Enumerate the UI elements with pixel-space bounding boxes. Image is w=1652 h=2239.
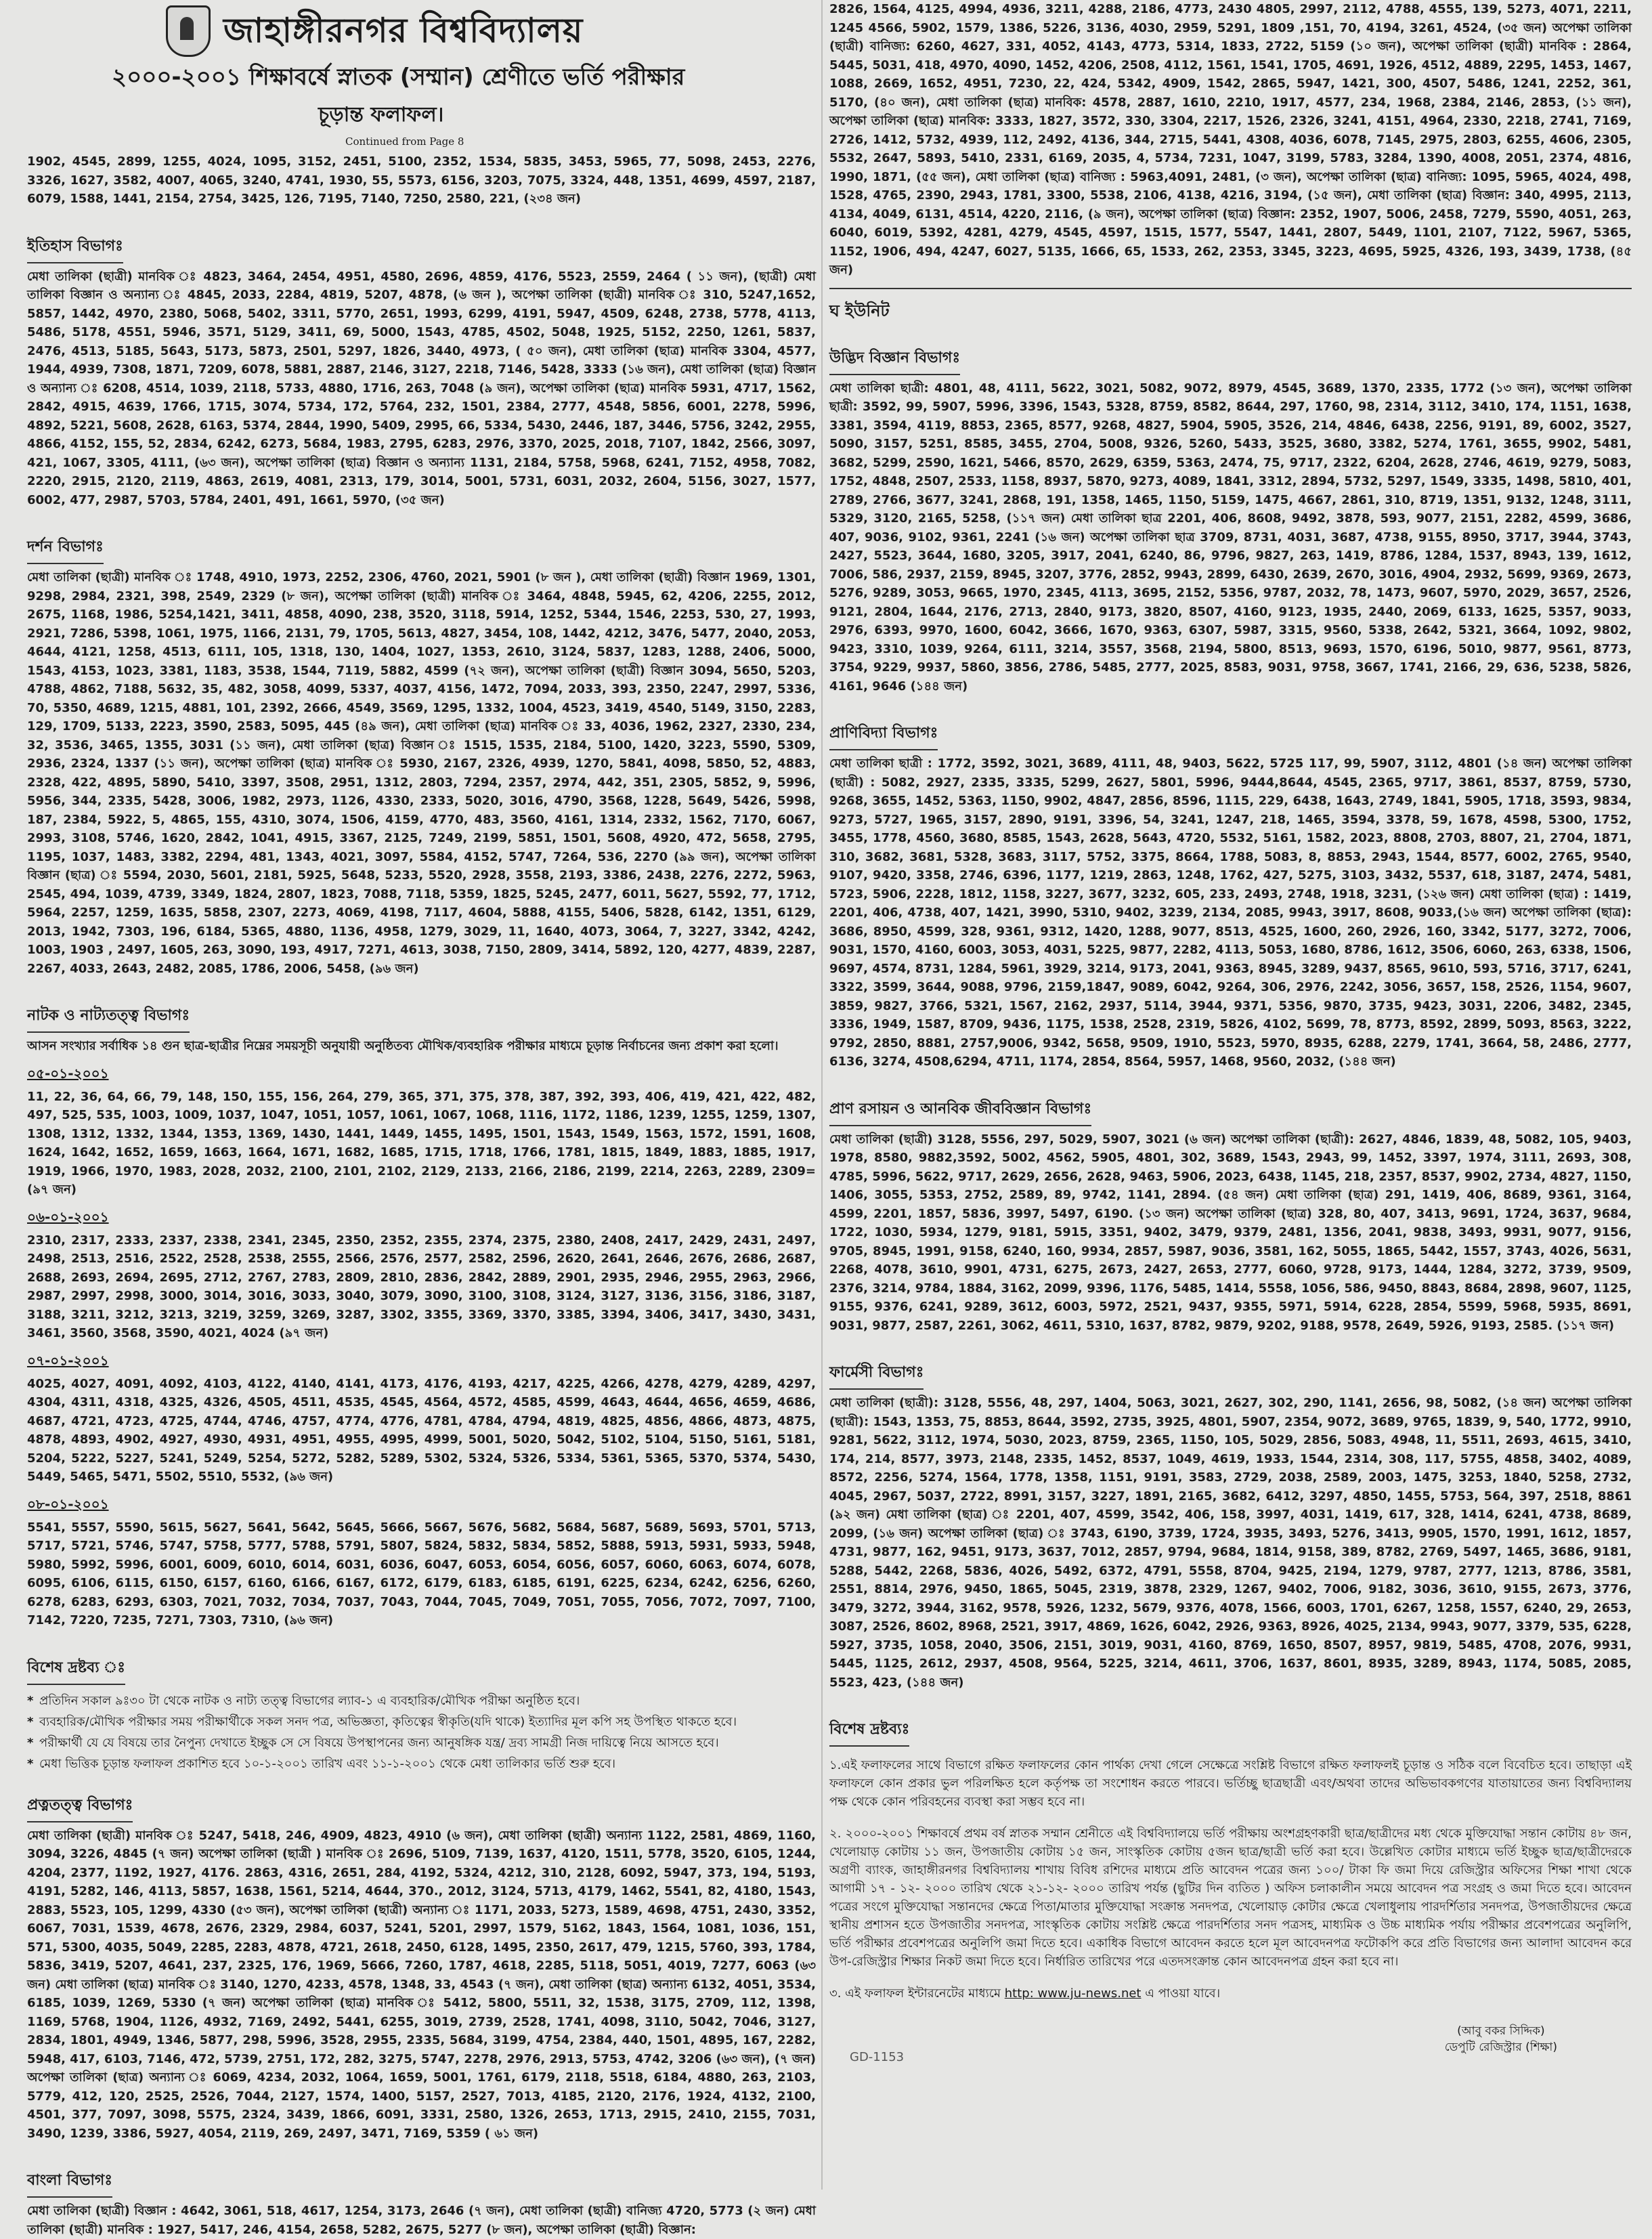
session-roll-list: 5541, 5557, 5590, 5615, 5627, 5641, 5642, 5645, 5666, 5667, 5676, 5682, 5684, 5687, 5689, 5693, 5701, 5713, 5717, 5721, 5746, 5747, 5758, 5777, 5788, 5791, 5807, 5824, 5832, 5834, 5852, 5888, 5913, 5931, 5933, 5948, 5980, 5992, 5996, 6001, 6009, 6010, 6014, 6031, 6036, 6047, 6053, 6054, 6056, 6057, 6060, 6063, 6074, 6078, 6095, 6106, 6115, 6150, 6157, 6160, 6166, 6167, 6172, 6179, 6183, 6185, 6191, 6225, 6234, 6242, 6256, 6260, 6278, 6283, 6293, 6303, 7021, 7032, 7034, 7037, 7043, 7044, 7045, 7049, 7051, 7055, 7056, 7072, 7097, 7100, 7142, 7220, 7235, 7271, 7303, 7310, (৯৬ জন)	[27, 1520, 816, 1627]
university-name: জাহাঙ্গীরনগর বিশ্ববিদ্যালয়	[223, 10, 584, 50]
signature-name: (আবু বকর সিদ্দিক)	[1457, 2024, 1545, 2038]
session-date: ০৫-০১-২০০১	[27, 1065, 109, 1082]
note-item: * পরীক্ষার্থী যে যে বিষয়ে তার নৈপুন্য দেখাতে ইচ্ছুক সে সে বিষয়ে উপস্থাপনের জন্য আনুষঙ্গিক যন্ত্র/ দ্রব্য সামগ্রী নিজ দায়িত্বে নিয়ে আসতে হবে।	[27, 1734, 816, 1752]
section-rule	[829, 288, 1632, 289]
result-website-link[interactable]: http: www.ju-news.net	[1004, 1986, 1142, 2001]
drama-heading: নাটক ও নাট্যতত্ত্ব বিভাগঃ	[27, 1004, 190, 1033]
botany-results: মেধা তালিকা ছাত্রী: 4801, 48, 4111, 5622, 3021, 5082, 9072, 8979, 4545, 3689, 1370, 2335, 1772 (১৩ জন), অপেক্ষা তালিকা ছাত্রী: 3592, 99, 5907, 5996, 3396, 1543, 5328, 8759, 8582, 8644, 297, 1760, 98, 2314, 3112, 3410, 174, 1151, 1638, 3381, 3594, 4119, 8853, 2365, 8577, 9268, 4827, 5904, 5905, 3526, 214, 4846, 6438, 2256, 9191, 89, 6002, 3527, 5090, 3157, 5251, 8585, 3455, 2704, 5008, 9326, 5260, 5433, 3525, 3680, 3382, 5274, 1761, 3655, 9902, 5481, 3682, 5299, 2590, 1621, 5466, 8570, 2629, 6359, 5363, 2474, 75, 9717, 2322, 6204, 2628, 2746, 4619, 9279, 5083, 1752, 4848, 2507, 2533, 1158, 8937, 5870, 9273, 4089, 1841, 3312, 2894, 5732, 5297, 1549, 3335, 1498, 5810, 401, 2789, 2766, 3677, 3241, 2868, 191, 1358, 1465, 1150, 5159, 1475, 4667, 2861, 310, 8719, 1351, 9132, 1248, 3111, 5329, 3120, 2165, 5258, (১১৭ জন) মেধা তালিকা ছাত্র 2201, 406, 8608, 9492, 3878, 593, 9077, 2151, 2282, 4599, 3686, 407, 9036, 9102, 9361, 2241 (১৬ জন) অপেক্ষা তালিকা ছাত্র 3709, 8731, 4031, 3687, 4738, 9155, 8950, 3717, 3944, 3743, 2427, 5523, 3644, 1680, 3205, 3917, 2041, 6240, 86, 9796, 9827, 263, 1419, 8786, 1284, 1537, 8943, 139, 1612, 7006, 586, 2937, 2159, 8945, 3207, 3776, 2852, 9943, 2899, 6430, 2639, 2670, 3016, 4904, 2932, 5699, 9369, 2673, 5276, 9289, 3053, 9665, 1970, 2345, 4113, 3695, 2152, 5356, 9787, 2032, 78, 1473, 9607, 5970, 2029, 3657, 2526, 9121, 2804, 1644, 2176, 2713, 2840, 9173, 3820, 8507, 4160, 9123, 1935, 2440, 2069, 6133, 1625, 5357, 9033, 2976, 6393, 9970, 1600, 6042, 3666, 1670, 9363, 6307, 5987, 3315, 9560, 5338, 2642, 5321, 3664, 1092, 9802, 9423, 3310, 1039, 9264, 6111, 3214, 3557, 3568, 2194, 5800, 8513, 9693, 1570, 6196, 5010, 9877, 9561, 8773, 3754, 9229, 9937, 5860, 3856, 2786, 5485, 2777, 2025, 8583, 9031, 9758, 3667, 1741, 2166, 29, 636, 5238, 5826, 4161, 9646 (১৪৪ জন)	[829, 381, 1632, 694]
internet-note-suffix: এ পাওয়া যাবে।	[1145, 1986, 1221, 2001]
gd-code: GD-1153	[850, 2050, 905, 2064]
continued-note: Continued from Page 8	[345, 135, 464, 148]
pharmacy-results: মেধা তালিকা (ছাত্রী): 3128, 5556, 48, 297, 1404, 5063, 3021, 2627, 302, 290, 1141, 2656, 98, 5082, (১৪ জন) অপেক্ষা তালিকা (ছাত্রী): 1543, 1353, 75, 8853, 8644, 3592, 2735, 3925, 4801, 5907, 2354, 9072, 3689, 9765, 1839, 9, 540, 1772, 9910, 9281, 5622, 3112, 1974, 5030, 2023, 8759, 2365, 1150, 105, 5029, 2856, 5083, 4948, 11, 5511, 2693, 4615, 3410, 174, 214, 8577, 3973, 2148, 2335, 1452, 8537, 1049, 4619, 1933, 1544, 2314, 308, 117, 5755, 4858, 3402, 4089, 8572, 2256, 5274, 1564, 1778, 1358, 1151, 9191, 3583, 2729, 2038, 2589, 2003, 1475, 3253, 1840, 5258, 2732, 4045, 2967, 5037, 2722, 8991, 3157, 3227, 1891, 2165, 3682, 6412, 3297, 4850, 1455, 5753, 564, 397, 2518, 8861 (৯২ জন) মেধা তালিকা (ছাত্র) ঃ 2201, 407, 4599, 3542, 406, 158, 3997, 4031, 1419, 617, 328, 1414, 6241, 4738, 8689, 2099, (১৬ জন) অপেক্ষা তালিকা (ছাত্র) ঃ 3743, 6190, 3739, 1724, 3935, 3493, 5276, 3413, 9905, 1570, 1991, 1612, 1857, 4731, 9877, 162, 9451, 9173, 3637, 7012, 2857, 9794, 9684, 1814, 9158, 389, 8782, 2769, 5497, 1465, 3686, 9181, 5288, 5442, 2268, 5836, 4026, 5492, 6372, 4791, 5558, 8704, 9425, 2194, 1279, 9787, 2777, 1213, 8786, 3581, 2551, 8814, 2976, 9450, 1865, 5045, 2319, 3878, 2329, 1267, 9402, 7006, 9182, 3036, 3610, 9155, 2673, 3776, 3479, 3272, 3944, 3162, 9578, 5926, 1232, 5679, 9376, 4078, 1566, 6003, 1701, 6267, 1258, 1557, 6240, 29, 2653, 3087, 2526, 8602, 8968, 2521, 3917, 4869, 1626, 6042, 2926, 9363, 8926, 4025, 2134, 9943, 9077, 3379, 535, 6228, 5927, 3735, 1058, 2040, 3506, 2151, 3019, 9031, 4160, 8769, 1650, 8507, 8957, 9819, 5485, 4708, 2076, 9931, 5445, 1125, 2612, 2937, 4508, 9564, 5225, 3214, 4611, 3706, 1637, 8601, 8935, 3289, 8943, 1174, 5085, 2085, 5523, 423, (১৪৪ জন)	[829, 1396, 1632, 1690]
session-roll-list: 11, 22, 36, 64, 66, 79, 148, 150, 155, 156, 264, 279, 365, 371, 375, 378, 387, 392, 393, 406, 419, 421, 422, 482, 497, 525, 535, 1003, 1009, 1037, 1047, 1051, 1057, 1061, 1067, 1068, 1116, 1172, 1186, 1239, 1255, 1259, 1307, 1308, 1312, 1332, 1344, 1353, 1369, 1430, 1441, 1449, 1455, 1495, 1501, 1543, 1549, 1563, 1572, 1591, 1608, 1624, 1642, 1652, 1659, 1663, 1664, 1671, 1682, 1685, 1715, 1718, 1766, 1781, 1815, 1849, 1883, 1885, 1917, 1919, 1966, 1970, 1983, 2028, 2032, 2100, 2101, 2102, 2129, 2133, 2166, 2186, 2199, 2214, 2263, 2289, 2309= (৯৭ জন)	[27, 1089, 816, 1197]
masthead	[27, 0, 816, 152]
history-results: মেধা তালিকা (ছাত্রী) মানবিক ঃ 4823, 3464, 2454, 4951, 4580, 2696, 4859, 4176, 5523, 2559, 2464 ( ১১ জন), (ছাত্রী) মেধা তালিকা বিজ্ঞান ও অন্যান্য ঃ 4845, 2033, 2284, 4819, 5207, 4878, (৬ জন ), অপেক্ষা তালিকা (ছাত্রী) মানবিক ঃ 310, 5247,1652, 5857, 1442, 4970, 2380, 5068, 5402, 3311, 5770, 2651, 1993, 6299, 4191, 5947, 4509, 6248, 2738, 5778, 4113, 5486, 5178, 4551, 5946, 3571, 5129, 3411, 69, 5000, 1543, 4785, 4502, 5048, 1925, 5152, 2250, 1261, 5837, 2476, 4513, 5185, 5643, 5173, 5873, 2501, 5297, 1826, 3440, 4973, ( ৫০ জন), মেধা তালিকা (ছাত্র) মানবিক 3304, 4577, 1944, 4939, 7308, 1871, 7209, 6078, 5881, 2887, 2146, 3127, 2218, 7146, 5428, 3333 (১৬ জন), মেধা তালিকা (ছাত্র) বিজ্ঞান ও অন্যান্য ঃ 6208, 4514, 1039, 2118, 5733, 4880, 1716, 263, 7048 (৯ জন), অপেক্ষা তালিকা (ছাত্র) মানবিক 5931, 4717, 1562, 2842, 4915, 4639, 1766, 1715, 3074, 5734, 172, 5764, 232, 1501, 2384, 2777, 4548, 5856, 6001, 2278, 5996, 4892, 5221, 5608, 2628, 6163, 5374, 2844, 1990, 5409, 2995, 66, 5334, 5430, 2446, 187, 3446, 5756, 3242, 2955, 4866, 4152, 155, 52, 2834, 6242, 6273, 5684, 1983, 2795, 6283, 2976, 3370, 2025, 2018, 7107, 1842, 2566, 3097, 421, 1067, 3305, 4111, (৬৩ জন), অপেক্ষা তালিকা (ছাত্র) বিজ্ঞান ও অন্যান্য 1131, 2184, 5758, 5968, 6241, 7152, 4958, 7082, 2220, 2915, 2120, 2119, 4863, 2619, 4081, 2313, 179, 3014, 5001, 5731, 6031, 2032, 2604, 5156, 3027, 1577, 6002, 477, 2987, 5703, 5784, 2401, 491, 1661, 5970, (৩৫ জন)	[27, 269, 816, 507]
session-date: ০৭-০১-২০০১	[27, 1352, 109, 1369]
note-item: * প্রতিদিন সকাল ৯ঃ৩০ টা থেকে নাটক ও নাট্য তত্ত্ব বিভাগের ল্যাব-১ এ ব্যবহারিক/মৌখিক পরীক্ষা অনুষ্ঠিত হবে।	[27, 1692, 816, 1710]
university-crest-icon	[166, 5, 211, 57]
zoology-results: মেধা তালিকা ছাত্রী : 1772, 3592, 3021, 3689, 4111, 48, 9403, 5622, 5725 117, 99, 5907, 3112, 4801 (১৪ জন) অপেক্ষা তালিকা (ছাত্রী) : 5082, 2927, 2335, 3335, 5299, 2627, 5801, 5996, 9444,8644, 4545, 2365, 9717, 3861, 8537, 8759, 5730, 9268, 3655, 1452, 5363, 1150, 9902, 4847, 2856, 8596, 1115, 229, 6438, 1643, 2749, 1841, 5905, 1718, 3593, 9834, 9273, 5727, 1965, 3157, 2890, 9191, 3396, 54, 3241, 1247, 218, 1465, 3594, 3378, 59, 1678, 4598, 5300, 1752, 3455, 1778, 4560, 3680, 8585, 1543, 2628, 5643, 4720, 5532, 5161, 1582, 2023, 8808, 2703, 8807, 21, 2704, 1871, 310, 3682, 3681, 5328, 3683, 3117, 5752, 3375, 8664, 1788, 5083, 8, 8853, 2943, 1544, 8577, 6002, 2765, 9540, 9107, 9420, 3358, 2746, 6396, 1177, 1219, 2863, 1248, 1762, 427, 5275, 3103, 3432, 5537, 618, 3187, 2474, 5481, 5723, 5906, 2228, 1812, 1158, 3227, 3677, 3232, 605, 233, 2493, 2748, 1918, 3231, (১২৬ জন) মেধা তালিকা (ছাত্র) : 1419, 2201, 406, 4738, 407, 1421, 3990, 5310, 9402, 3239, 2134, 2085, 9943, 3917, 8608, 9033,(১৬ জন) অপেক্ষা তালিকা (ছাত্র): 3686, 8950, 4599, 328, 9361, 9312, 1420, 1288, 9077, 8513, 4525, 1600, 260, 2926, 160, 3342, 5177, 3272, 7006, 9031, 1570, 4160, 6003, 3053, 4031, 5225, 9877, 2282, 4113, 5053, 1680, 8786, 1612, 3506, 6060, 263, 6338, 1506, 9697, 4574, 8731, 1284, 5961, 3929, 3214, 9173, 2041, 9363, 8945, 3289, 9437, 8565, 9610, 593, 5716, 3717, 6241, 3322, 3599, 3644, 9088, 9796, 2159,1847, 9089, 6042, 9264, 306, 2976, 2242, 3056, 3657, 158, 2526, 1154, 9607, 3859, 9827, 3766, 5321, 1567, 2162, 2937, 5114, 3944, 9371, 5356, 9870, 3735, 9423, 3031, 2206, 3482, 2345, 3336, 1949, 1587, 8709, 9436, 1175, 1538, 2528, 2319, 5826, 4102, 5699, 78, 8773, 8592, 2899, 5093, 8563, 3222, 9792, 2850, 8881, 2757,9006, 9342, 5658, 9509, 1910, 5523, 5970, 8935, 6288, 2279, 1741, 3664, 58, 2486, 2777, 6136, 3274, 4508,6294, 4711, 1174, 2854, 8564, 5957, 1468, 9560, 2032, (১৪৪ জন)	[829, 756, 1632, 1069]
special-notes-heading: বিশেষ দ্রষ্টব্য ঃ	[27, 1656, 125, 1685]
right-column	[829, 0, 1632, 2190]
drama-intro: আসন সংখ্যার সর্বাধিক ১৪ গুন ছাত্র-ছাত্রীর নিম্নের সময়সূচী অনুযায়ী অনুষ্ঠিতব্য মৌখিক/ব্যবহারিক পরীক্ষার মাধ্যমে চূড়ান্ত নির্বাচনের জন্য প্রকাশ করা হলো।	[27, 1039, 779, 1053]
carryover-numbers: 2826, 1564, 4125, 4994, 4936, 3211, 4288, 2186, 4773, 2430 4805, 2997, 2112, 4788, 4555, 139, 5273, 4071, 2211, 1245 4566, 5902, 1579, 1386, 5226, 3136, 4030, 2959, 5291, 1809 ,151, 70, 4194, 3261, 4524, (৩৫ জন) অপেক্ষা তালিকা (ছাত্রী) বানিজ্য: 6260, 4627, 331, 4052, 4143, 4773, 5314, 1833, 2722, 5159 (১০ জন), অপেক্ষা তালিকা (ছাত্রী) মানবিক : 2864, 5445, 5031, 418, 4970, 4090, 1452, 4206, 2508, 4112, 1561, 1541, 1705, 4691, 1926, 4512, 4889, 2295, 1453, 1467, 1088, 2669, 1652, 4951, 7230, 22, 424, 5342, 4909, 1542, 2865, 5947, 1421, 300, 4507, 5486, 1241, 2252, 361, 5170, (৪০ জন), মেধা তালিকা (ছাত্র) মানবিক: 4578, 2887, 1610, 2210, 1917, 4577, 234, 1968, 2384, 2146, 2853, (১১ জন), অপেক্ষা তালিকা (ছাত্র) মানবিক: 3333, 1827, 3572, 330, 3304, 2217, 1526, 2326, 3241, 4151, 4964, 2330, 2218, 2741, 7169, 2726, 1412, 5732, 4939, 112, 2492, 4136, 344, 2715, 5441, 4308, 4036, 6078, 7145, 2975, 2803, 6255, 4606, 2305, 5532, 2647, 5893, 5410, 2331, 6169, 2035, 4, 5734, 7231, 1047, 3199, 5783, 3284, 1390, 4008, 2051, 2374, 4816, 1990, 1871, (৫৫ জন), মেধা তালিকা (ছাত্র) বানিজ্য : 5963,4091, 2481, (৩ জন), অপেক্ষা তালিকা (ছাত্র) বানিজ্য: 1095, 5965, 4024, 498, 1528, 4765, 2390, 2943, 1781, 3300, 5538, 2106, 4138, 4216, 3194, (১৫ জন), মেধা তালিকা (ছাত্র) বিজ্ঞান: 340, 4995, 2113, 4134, 4049, 6131, 4514, 4220, 2116, (৯ জন), অপেক্ষা তালিকা (ছাত্র) বিজ্ঞান: 2352, 1907, 5006, 2458, 7279, 5590, 4051, 263, 6040, 6019, 5392, 4281, 4279, 4545, 4597, 1515, 1577, 5547, 1441, 2807, 5449, 1101, 2107, 7122, 5967, 5365, 1152, 1906, 494, 4247, 6027, 5135, 1666, 65, 1533, 262, 2353, 3345, 3223, 4695, 5925, 4326, 193, 3439, 1738, (৪৫ জন)	[829, 2, 1632, 277]
bangla-heading: বাংলা বিভাগঃ	[27, 2169, 112, 2198]
internet-note-prefix: ৩. এই ফলাফল ইন্টারনেটের মাধ্যমে	[829, 1986, 1005, 2001]
page-footer	[829, 2023, 1632, 2084]
result-kind: চূড়ান্ত ফলাফল।	[318, 103, 444, 127]
special-note-paragraph: ২. ২০০০-২০০১ শিক্ষাবর্ষে প্রথম বর্ষ স্নাতক সম্মান শ্রেনীতে এই বিশ্ববিদ্যালয়ে ভর্তি পরীক্ষায় অংশগ্রহণকারী ছাত্র/ছাত্রীদের মধ্য থেকে মুক্তিযোদ্ধা সন্তান কোটায় ৪৮ জন, খেলোয়াড় কোটায় ১১ জন, উপজাতীয় কোটায় ১৫ জন, সাংস্কৃতিক কোটায় ৫জন ছাত্র/ছাত্রী ভর্তি করা হবে। উল্লেখিত কোটার মাধ্যমে ভর্তি ইচ্ছুক ছাত্র/ছাত্রীদেরকে অগ্রণী ব্যাংক, জাহাঙ্গীরনগর বিশ্ববিদ্যালয় শাখায় বিবিধ রশিদের মাধ্যমে প্রতি আবেদন পত্রের জন্য ১০০/ টাকা ফি জমা দিয়ে রেজিস্ট্রার অফিসের শিক্ষা শাখা থেকে আগামী ১৭ - ১২- ২০০০ তারিখ থেকে ২১-১২- ২০০০ তারিখ পর্যন্ত (ছুটির দিন ব্যতিত ) অফিস চলাকালীন সময়ে আবেদন পত্র সংগ্রহ ও জমা দিতে হবে। আবেদন পত্রের সংগে মুক্তিযোদ্ধা সন্তানদের ক্ষেত্রে পিতা/মাতার মুক্তিযোদ্ধা সংক্রান্ত সনদপত্র, খেলোয়াড় কোটার ক্ষেত্রে খেলাধুলায় পারদর্শিতার সনদপত্র, উপজাতীয়দের ক্ষেত্রে স্থানীয় প্রশাসন হতে উপজাতীর সনদপত্র, সাংস্কৃতিক কোটায় সংশ্লিষ্ট ক্ষেত্রে পারদর্শিতার সনদ পত্রসহ, মাধ্যমিক ও উচ্চ মাধ্যমিক পর্যায় পরীক্ষার প্রবেশপত্রের অনুলিপি, ভর্তি পরীক্ষার প্রবেশপত্রের অনুলিপি জমা দিতে হবে। একাধিক বিভাগে আবেদন করতে হলে মূল আবেদনপত্র ফটোকপি করে প্রতি বিভাগের জন্য আলাদা আবেদন করে উপ-রেজিস্ট্রার শিক্ষার নিকট জমা দিতে হবে। নির্ধারিত তারিখের পরে এতদসংক্রান্ত কোন আবেদনপত্র গ্রহন করা হবে না।	[829, 1827, 1632, 1969]
column-divider	[821, 0, 823, 2190]
bangla-results: মেধা তালিকা (ছাত্রী) বিজ্ঞান : 4642, 3061, 518, 4617, 1254, 3173, 2646 (৭ জন), মেধা তালিকা (ছাত্রী) বানিজ্য 4720, 5773 (২ জন) মেধা তালিকা (ছাত্রী) মানবিক : 1927, 5417, 246, 4154, 2658, 5282, 2675, 5277 (৮ জন), অপেক্ষা তালিকা (ছাত্রী) বিজ্ঞান:	[27, 2204, 816, 2237]
exam-title: ২০০০-২০০১ শিক্ষাবর্ষে স্নাতক (সম্মান) শ্রেণীতে ভর্তি পরীক্ষার	[112, 64, 685, 91]
left-column	[27, 0, 816, 2237]
history-heading: ইতিহাস বিভাগঃ	[27, 234, 123, 263]
note-item: * ব্যবহারিক/মৌখিক পরীক্ষার সময় পরীক্ষার্থীকে সকল সনদ পত্র, অভিজ্ঞতা, কৃতিত্বের স্বীকৃতি(যদি থাকে) ইত্যাদির মূল কপি সহ উপস্থিত থাকতে হবে।	[27, 1713, 816, 1731]
session-date: ০৮-০১-২০০১	[27, 1495, 109, 1512]
note-item: * মেধা ভিত্তিক চূড়ান্ত ফলাফল প্রকাশিত হবে ১০-১-২০০১ তারিখ এবং ১১-১-২০০১ থেকে মেধা তালিকার ভর্তি শুরু হবে।	[27, 1755, 816, 1773]
special-notes-heading: বিশেষ দ্রষ্টব্যঃ	[829, 1718, 909, 1747]
biochem-heading: প্রাণ রসায়ন ও আনবিক জীববিজ্ঞান বিভাগঃ	[829, 1097, 1091, 1126]
botany-heading: উদ্ভিদ বিজ্ঞান বিভাগঃ	[829, 346, 960, 375]
carryover-numbers: 1902, 4545, 2899, 1255, 4024, 1095, 3152, 2451, 5100, 2352, 1534, 5835, 3453, 5965, 77, 5098, 2453, 2276, 3326, 1627, 3582, 4007, 4065, 3240, 4741, 1930, 55, 5573, 6156, 3203, 7075, 3324, 448, 1351, 4699, 4597, 2187, 6079, 1588, 1441, 2154, 2754, 3425, 126, 7195, 7140, 7250, 2580, 221, (২৩৪ জন)	[27, 154, 816, 206]
pharmacy-heading: ফার্মেসী বিভাগঃ	[829, 1361, 923, 1390]
session-roll-list: 4025, 4027, 4091, 4092, 4103, 4122, 4140, 4141, 4173, 4176, 4193, 4217, 4225, 4266, 4278, 4279, 4289, 4297, 4304, 4311, 4318, 4325, 4326, 4505, 4511, 4535, 4545, 4564, 4572, 4585, 4599, 4643, 4644, 4656, 4659, 4686, 4687, 4721, 4723, 4725, 4744, 4746, 4757, 4774, 4776, 4781, 4784, 4794, 4819, 4825, 4856, 4866, 4873, 4875, 4878, 4893, 4902, 4927, 4930, 4931, 4951, 4955, 4995, 4999, 5001, 5020, 5042, 5102, 5104, 5150, 5161, 5181, 5204, 5222, 5227, 5241, 5249, 5254, 5272, 5282, 5289, 5302, 5324, 5326, 5334, 5361, 5365, 5370, 5374, 5430, 5449, 5465, 5471, 5502, 5510, 5532, (৯৬ জন)	[27, 1376, 816, 1484]
signature-block	[1445, 2023, 1557, 2055]
biochem-results: মেধা তালিকা (ছাত্রী) 3128, 5556, 297, 5029, 5907, 3021 (৬ জন) অপেক্ষা তালিকা (ছাত্রী): 2627, 4846, 1839, 48, 5082, 105, 9403, 1978, 8580, 9882,3592, 5002, 4562, 5905, 4801, 302, 3689, 1543, 2943, 99, 1452, 3397, 1974, 3111, 2693, 308, 4785, 5996, 5622, 9717, 2629, 2656, 2628, 9463, 5906, 2023, 6438, 1145, 218, 2357, 8537, 9902, 2734, 4827, 1150, 1406, 3055, 5353, 2752, 2589, 89, 9742, 1141, 2894. (৫৪ জন) মেধা তালিকা (ছাত্র) 291, 1419, 406, 8689, 9361, 3164, 4599, 2201, 1857, 5836, 3997, 5497, 6190. (১৩ জন) অপেক্ষা তালিকা (ছাত্র) 328, 80, 407, 3413, 9691, 1724, 3637, 9684, 1722, 1030, 5934, 1279, 9181, 5915, 3351, 9402, 3479, 9379, 2481, 1356, 2041, 9838, 3493, 9931, 9077, 9156, 9705, 8945, 1991, 9158, 6240, 160, 9934, 2857, 5987, 9036, 3581, 162, 5055, 1865, 5442, 1557, 3743, 4026, 5631, 2268, 4078, 3610, 9901, 4731, 6275, 2673, 2427, 2653, 2777, 6060, 9728, 9173, 1444, 1284, 3272, 3739, 9509, 2376, 3214, 9784, 1884, 3162, 2099, 9396, 1176, 5485, 1414, 5558, 1056, 586, 9450, 8843, 8684, 2898, 9607, 1125, 9155, 9376, 6241, 9289, 3612, 6003, 5972, 2521, 9437, 9355, 5971, 5914, 6228, 2854, 5599, 5968, 5935, 8691, 9031, 9877, 2587, 2261, 3062, 4611, 5310, 1637, 8782, 9879, 9202, 9188, 9578, 2649, 5926, 9193, 2585. (১১৭ জন)	[829, 1132, 1632, 1333]
archaeology-heading: প্রত্নতত্ত্ব বিভাগঃ	[27, 1793, 133, 1822]
special-note-paragraph: ১.এই ফলাফলের সাথে বিভাগে রক্ষিত ফলাফলের কোন পার্থক্য দেখা গেলে সেক্ষেত্রে সংশ্লিষ্ট বিভাগে রক্ষিত ফলাফলই চূড়ান্ত ও সঠিক বলে বিবেচিত হবে। তাছাড়া এই ফলাফলে কোন প্রকার ভুল পরিলক্ষিত হলে কর্তৃপক্ষ তা সংশোধন করতে পারবে। ভর্তিচ্ছু ছাত্রছাত্রী এবং/অথবা তাদের অভিভাবকগণের যাতায়াতের জন্য বিশ্ববিদ্যালয় পক্ষ থেকে কোন পরিবহনের ব্যবস্থা করা সম্ভব হবে না।	[829, 1758, 1632, 1809]
philosophy-results: মেধা তালিকা (ছাত্রী) মানবিক ঃ 1748, 4910, 1973, 2252, 2306, 4760, 2021, 5901 (৮ জন ), মেধা তালিকা (ছাত্রী) বিজ্ঞান 1969, 1301, 9298, 2984, 2321, 398, 2549, 2329 (৮ জন), অপেক্ষা তালিকা (ছাত্রী) মানবিক ঃ 3464, 4848, 5945, 62, 4206, 2255, 2012, 2675, 1168, 1986, 5254,1421, 3411, 4858, 4090, 238, 3520, 3118, 5914, 1252, 5344, 1546, 2253, 530, 27, 1993, 2921, 7286, 5398, 1061, 1975, 1166, 2131, 79, 1705, 5613, 4827, 3454, 108, 1442, 4212, 3476, 5477, 2040, 2053, 4644, 4121, 1258, 4513, 6111, 105, 1318, 130, 1404, 1027, 1353, 2610, 3124, 5837, 1283, 1288, 2406, 5000, 1543, 4153, 1023, 3381, 1183, 3538, 1544, 7119, 5882, 4599 (৭২ জন), অপেক্ষা তালিকা (ছাত্রী) বিজ্ঞান 3094, 5650, 5203, 4788, 4862, 7188, 5632, 35, 482, 3058, 4099, 5337, 4037, 4156, 1472, 7094, 2033, 393, 2350, 2247, 2997, 5336, 70, 5350, 4689, 1215, 4881, 101, 2392, 2666, 4549, 3569, 1295, 1332, 1004, 4523, 3419, 4540, 5149, 3150, 2283, 129, 1709, 5133, 2223, 3590, 2583, 5095, 445 (৪৯ জন), মেধা তালিকা (ছাত্র) মানবিক ঃ 33, 4036, 1962, 2327, 2330, 234, 32, 3536, 3465, 1355, 3031 (১১ জন), মেধা তালিকা (ছাত্র) বিজ্ঞান ঃ 1515, 1535, 2184, 5100, 1420, 3223, 5590, 5309, 2936, 2324, 1337 (১১ জন), অপেক্ষা তালিকা (ছাত্র) মানবিক ঃ 5930, 2167, 2326, 4939, 1270, 5841, 4098, 5850, 52, 4883, 2328, 422, 4895, 5890, 5410, 3397, 3508, 2951, 1312, 2803, 7294, 2357, 2974, 442, 351, 2305, 5852, 9, 5996, 5956, 344, 2335, 5428, 3006, 1982, 2973, 1126, 4330, 2333, 5020, 3016, 4790, 3568, 1228, 5649, 5426, 5998, 187, 2384, 5922, 5, 4865, 155, 4310, 3074, 1506, 4159, 4770, 483, 3560, 4161, 1314, 2332, 1562, 7170, 6067, 2993, 3108, 5746, 1620, 2842, 1041, 4915, 3367, 2125, 7249, 2199, 5851, 1501, 5608, 4920, 472, 5658, 2795, 1195, 1037, 1483, 3382, 2294, 481, 1343, 4021, 3097, 5584, 4152, 5747, 7264, 536, 2270 (৯৯ জন), অপেক্ষা তালিকা বিজ্ঞান (ছাত্র) ঃ 5594, 2030, 5601, 2181, 5925, 5648, 5233, 5520, 2928, 3558, 2193, 3386, 2438, 2276, 2272, 5963, 2545, 494, 1039, 4739, 3349, 1824, 2807, 1823, 7088, 7118, 5359, 1825, 5245, 2477, 6011, 5627, 5592, 77, 1712, 5964, 2257, 1259, 1635, 5858, 2307, 2273, 4069, 4198, 7117, 4604, 5888, 4155, 5406, 5828, 6142, 1351, 6129, 2013, 1942, 7303, 196, 6184, 5365, 4880, 1136, 4958, 1279, 3029, 11, 1640, 4073, 3064, 7, 3227, 3342, 4242, 1003, 1903 , 2497, 1605, 263, 3090, 193, 4917, 7271, 4613, 3038, 7150, 2809, 3414, 5892, 120, 4277, 4839, 2287, 2267, 4033, 2643, 2482, 2085, 1786, 2006, 5458, (৯৬ জন)	[27, 570, 816, 976]
signature-title: ডেপুটি রেজিস্ট্রার (শিক্ষা)	[1444, 2041, 1557, 2054]
zoology-heading: প্রাণিবিদ্যা বিভাগঃ	[829, 721, 938, 750]
session-roll-list: 2310, 2317, 2333, 2337, 2338, 2341, 2345, 2350, 2352, 2355, 2374, 2375, 2380, 2408, 2417, 2429, 2431, 2497, 2498, 2513, 2516, 2522, 2528, 2538, 2555, 2566, 2576, 2577, 2582, 2596, 2620, 2641, 2646, 2676, 2686, 2687, 2688, 2693, 2694, 2695, 2712, 2767, 2783, 2809, 2810, 2836, 2842, 2889, 2901, 2935, 2946, 2955, 2963, 2966, 2987, 2997, 2998, 3000, 3014, 3016, 3033, 3040, 3079, 3090, 3100, 3108, 3124, 3127, 3136, 3156, 3186, 3187, 3188, 3211, 3212, 3213, 3219, 3259, 3269, 3287, 3302, 3355, 3369, 3370, 3385, 3394, 3406, 3417, 3430, 3431, 3461, 3560, 3568, 3590, 4021, 4024 (৯৭ জন)	[27, 1233, 816, 1340]
unit-title: ঘ ইউনিট	[829, 301, 890, 320]
session-date: ০৬-০১-২০০১	[27, 1208, 109, 1225]
internet-note	[829, 1984, 1632, 2003]
philosophy-heading: দর্শন বিভাগঃ	[27, 535, 104, 564]
special-notes-list	[27, 1692, 816, 1773]
archaeology-results: মেধা তালিকা (ছাত্রী) মানবিক ঃ 5247, 5418, 246, 4909, 4823, 4910 (৬ জন), মেধা তালিকা (ছাত্রী) অন্যান্য 1122, 2581, 4869, 1160, 3094, 3226, 4845 (৭ জন) অপেক্ষা তালিকা (ছাত্রী ) মানবিক ঃ 2696, 5109, 7139, 1637, 4120, 1511, 5778, 3520, 6105, 1244, 4204, 2377, 1192, 1927, 4176. 2863, 4316, 2651, 284, 4192, 5324, 4212, 310, 2128, 6092, 5947, 373, 194, 5193, 4191, 5282, 146, 4113, 5857, 1638, 1561, 5214, 4644, 370., 2012, 3124, 5713, 4179, 1462, 5541, 82, 4180, 1543, 2883, 5523, 105, 1299, 4330 (৫৩ জন), অপেক্ষা তালিকা (ছাত্রী) অন্যান্য ঃ 1171, 2033, 5273, 1589, 4698, 4751, 2430, 3352, 6067, 7031, 1539, 4678, 2676, 2329, 2984, 6037, 5241, 5201, 2997, 1579, 5162, 1843, 1564, 1081, 1036, 151, 571, 5300, 4035, 5049, 2285, 2283, 4878, 4721, 2618, 2450, 6128, 1495, 2350, 2617, 479, 1215, 5760, 393, 1784, 5836, 3419, 5207, 4641, 237, 2325, 176, 1969, 5666, 7260, 1787, 4618, 2285, 5118, 5051, 4019, 7277, 6063 (৬৩ জন) মেধা তালিকা (ছাত্র) মানবিক ঃ 3140, 1270, 4233, 4578, 1348, 33, 4543 (৭ জন), মেধা তালিকা (ছাত্র) অন্যান্য 6132, 4051, 3534, 6185, 1039, 1269, 5330 (৭ জন) অপেক্ষা তালিকা (ছাত্র) মানবিক ঃ 5412, 5800, 5511, 32, 1538, 3175, 2709, 112, 1398, 1169, 5768, 1904, 1126, 4932, 7169, 2492, 5441, 6255, 3019, 2739, 2528, 1741, 4098, 3110, 5042, 7046, 3127, 2834, 1801, 4949, 1346, 5877, 298, 5996, 3528, 2955, 2335, 5684, 3199, 4754, 2384, 440, 1501, 4895, 167, 2282, 5948, 417, 6103, 7146, 472, 5739, 2751, 172, 282, 3275, 5747, 2278, 2976, 2913, 5753, 4742, 3206 (৬৩ জন), (৭ জন) অপেক্ষা তালিকা (ছাত্র) অন্যান্য ঃ 6069, 4234, 2032, 1064, 1659, 5001, 1761, 6179, 2118, 5518, 6184, 4880, 263, 2103, 5779, 412, 120, 2525, 2526, 7044, 2127, 1574, 1400, 5157, 2527, 7013, 4185, 2120, 2176, 1924, 4132, 2100, 4501, 377, 7097, 3098, 5575, 2324, 3439, 1866, 6091, 3331, 2580, 1326, 2653, 1713, 2915, 2410, 2155, 7031, 3490, 1239, 3386, 5927, 4054, 2119, 269, 2497, 3471, 7169, 5359 ( ৬১ জন)	[27, 1828, 816, 2141]
